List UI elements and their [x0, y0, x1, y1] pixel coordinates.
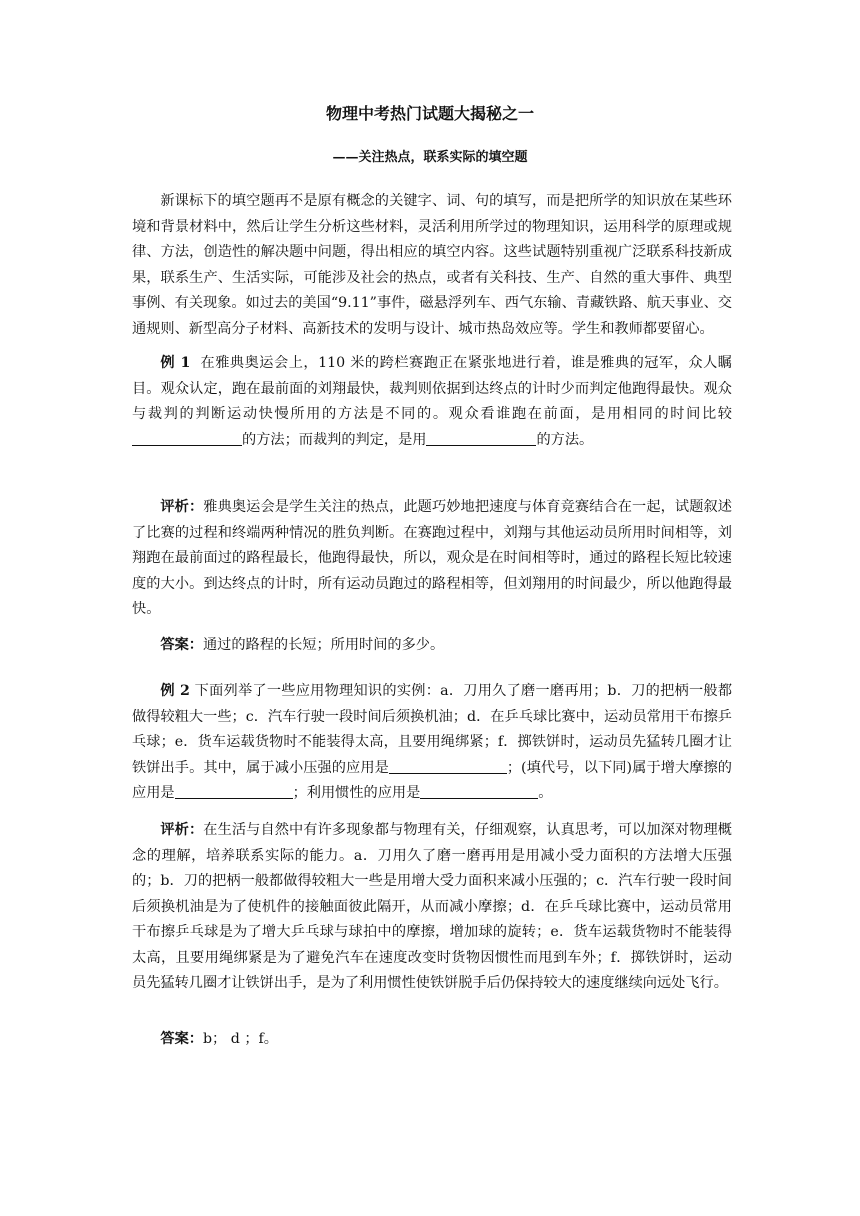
example2-label: 例 2 — [160, 683, 190, 699]
answer-blank[interactable] — [132, 430, 242, 445]
answer-blank[interactable] — [426, 430, 536, 445]
example1-label: 例 1 — [160, 355, 191, 371]
example1-paragraph — [132, 351, 732, 453]
example1-text-c: 的方法。 — [536, 431, 594, 448]
example2-text-d: 。 — [538, 785, 553, 801]
answer2-text: b； d ；f。 — [202, 1031, 278, 1047]
intro-paragraph: 新课标下的填空题再不是原有概念的关键字、词、句的填写，而是把所学的知识放在某些环境和背景材料中，然后让学生分析这些材料，灵活利用所学过的物理知识，运用科学的原理或规律、方法，创造性的解决题中问题，得出相应的填空内容。这些试题特别重视广泛联系科技新成果，联系生产、生活实际，可能涉及社会的热点，或者有关科技、生产、自然的重大事件、典型事例、有关现象。如过去的美国“9.11”事件，磁悬浮列车、西气东输、青藏铁路、航天事业、交通规则、新型高分子材料、高新技术的发明与设计、城市热岛效应等。学生和教师都要留心。 — [132, 193, 732, 337]
page-title: 物理中考热门试题大揭秘之一 — [325, 104, 534, 123]
analysis1-label: 评析： — [160, 499, 204, 515]
analysis1-text: 雅典奥运会是学生关注的热点，此题巧妙地把速度与体育竞赛结合在一起，试题叙述了比赛的过程和终端两种情况的胜负判断。在赛跑过程中，刘翔与其他运动员所用时间相等，刘翔跑在最前面过的路程最长，他跑得最快，所以，观众是在时间相等时，通过的路程长短比较速度的大小。到达终点的计时，所有运动员跑过的路程相等，但刘翔用的时间最少，所以他跑得最快。 — [132, 499, 732, 617]
answer1-text: 通过的路程的长短；所用时间的多少。 — [202, 637, 445, 653]
answer2-label: 答案： — [160, 1031, 203, 1047]
example2-text-b: ；(填代号，以下同)属于增大摩擦的应用是 — [132, 759, 732, 801]
example1-text-a: 在雅典奥运会上，110 米的跨栏赛跑正在紧张地进行着，谁是雅典的冠军，众人瞩目。观众认定，跑在最前面的刘翔最快，裁判则依据到达终点的计时少而判定他跑得最快。观众与裁判的判断运动快慢所用的方法是不同的。观众看谁跑在前面，是用相同的时间比较 — [132, 355, 732, 422]
example1-text-b: 的方法；而裁判的判定，是用 — [242, 431, 427, 448]
analysis2-label: 评析： — [160, 822, 204, 838]
answer-blank[interactable] — [389, 758, 507, 773]
analysis2-text: 在生活与自然中有许多现象都与物理有关，仔细观察，认真思考，可以加深对物理概念的理解，培养联系实际的能力。a．刀用久了磨一磨再用是用减小受力面积的方法增大压强的；b．刀的把柄一般都做得较粗大一些是用增大受力面积来减小压强的；c．汽车行驶一段时间后须换机油是为了使机件的接触面彼此隔开，从而减小摩擦；d．在乒乓球比赛中，运动员常用干布擦乒乓球是为了增大乒乓球与球拍中的摩擦，增加球的旋转；e．货车运载货物时不能装得太高，且要用绳绑紧是为了避免汽车在速度改变时货物因惯性而甩到车外；f．掷铁饼时，运动员先猛转几圈才让铁饼出手，是为了利用惯性使铁饼脱手后仍保持较大的速度继续向远处飞行。 — [132, 822, 732, 991]
analysis1-paragraph — [132, 495, 732, 623]
analysis2-paragraph — [132, 818, 732, 997]
example2-text-a: 下面列举了一些应用物理知识的实例：a．刀用久了磨一磨再用；b．刀的把柄一般都做得较粗大一些；c．汽车行驶一段时间后须换机油；d．在乒乓球比赛中，运动员常用干布擦乒乓球；e．货车运载货物时不能装得太高，且要用绳绑紧；f．掷铁饼时，运动员先猛转几圈才让铁饼出手。其中，属于减小压强的应用是 — [132, 683, 733, 776]
answer-blank[interactable] — [420, 784, 538, 799]
answer2-paragraph — [132, 1027, 732, 1053]
answer-blank[interactable] — [175, 784, 293, 799]
example2-paragraph — [132, 679, 732, 807]
answer1-label: 答案： — [160, 637, 203, 653]
answer1-paragraph — [132, 633, 732, 659]
page-subtitle: ——关注热点，联系实际的填空题 — [332, 150, 528, 165]
example2-text-c: ；利用惯性的应用是 — [292, 785, 421, 801]
